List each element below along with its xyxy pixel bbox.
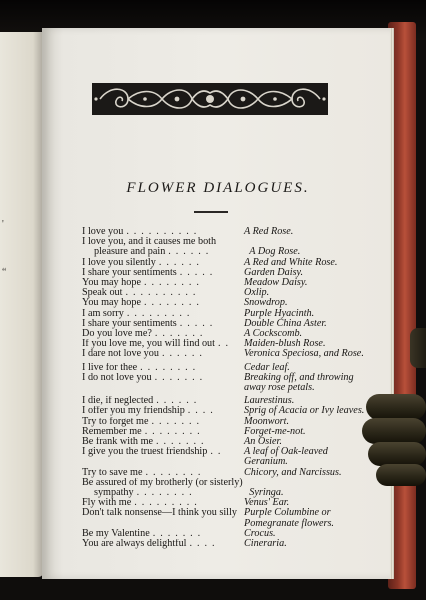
facing-page-mark: ' [2, 219, 4, 230]
entry-sentiment [82, 437, 244, 447]
flower-name: Sprig of Acacia or Ivy leaves. [244, 405, 365, 417]
facing-page-edge [0, 32, 44, 577]
dialogue-entry [82, 278, 372, 288]
leader-dots: . . . . . . [156, 396, 198, 407]
leader-dots: . . . . . . . . [136, 488, 193, 499]
entry-sentiment [82, 498, 244, 508]
title-rule [194, 211, 228, 213]
dialogue-entry [82, 427, 372, 437]
flower-name: Breaking off, and throwing away rose petals. [244, 371, 354, 394]
leader-dots: . . . . . . . . . [126, 308, 191, 319]
entry-sentiment [82, 268, 244, 278]
leader-dots: . . . . . . . . [140, 362, 197, 373]
dialogue-entry [82, 237, 372, 247]
leader-dots: . . . . . . . [152, 528, 202, 539]
leader-dots: . . . . . . . . . . [125, 288, 197, 299]
flower-name: Cedar leaf. [244, 361, 290, 373]
sentiment-text: Be assured of my brotherly (or sisterly) [82, 477, 243, 488]
leader-dots: . . . . . [179, 267, 214, 278]
sentiment-text: I live for thee [82, 362, 138, 373]
sentiment-text: I dare not love you [82, 349, 159, 360]
page-title: FLOWER DIALOGUES. [126, 180, 310, 196]
dialogue-entry [82, 373, 372, 393]
dialogue-entry [82, 417, 372, 427]
dialogue-entry [82, 227, 372, 237]
sentiment-text: I am sorry [82, 308, 124, 319]
flower-name: Garden Daisy. [244, 266, 304, 278]
sentiment-text: I offer you my friendship [82, 406, 185, 417]
sentiment-text: pleasure and pain [94, 247, 166, 258]
entry-sentiment [82, 406, 244, 416]
entry-sentiment [82, 468, 244, 478]
entry-sentiment [82, 227, 244, 237]
flower-dialogue-list [82, 227, 372, 549]
entry-sentiment [82, 288, 244, 298]
sentiment-text: sympathy [94, 488, 134, 499]
flower-name: A Cockscomb. [244, 328, 303, 340]
dialogue-entry [82, 309, 372, 319]
dialogue-entry [82, 319, 372, 329]
entry-sentiment [82, 309, 244, 319]
leader-dots: . . . . . . . . [144, 426, 201, 437]
dialogue-entry [82, 406, 372, 416]
flower-name: Moonwort. [244, 415, 289, 427]
leader-dots: . . . . [189, 539, 216, 550]
gloved-thumb [410, 328, 426, 368]
flower-name: Syringa. [249, 487, 284, 499]
dialogue-entry [82, 258, 372, 268]
leader-dots: . . . . . . [158, 257, 201, 268]
flower-name: A Red Rose. [244, 226, 294, 237]
sentiment-text: Don't talk nonsense—I think you silly [82, 508, 237, 519]
sentiment-text: I love you [82, 227, 124, 237]
flower-name: Venus' Ear. [244, 497, 290, 509]
entry-sentiment [94, 247, 249, 257]
dialogue-entry [82, 529, 372, 539]
flower-name: Forget-me-not. [244, 425, 306, 437]
entry-sentiment [82, 539, 244, 549]
sentiment-text: I love you, and it causes me both [82, 237, 217, 248]
sentiment-text: Try to save me [82, 467, 143, 478]
dialogue-entry [82, 468, 372, 478]
flower-name: Laurestinus. [244, 395, 295, 407]
sentiment-text: I share your sentiments [82, 267, 177, 278]
sentiment-text: Remember me [82, 426, 142, 437]
flower-name: A Red and White Rose. [244, 256, 338, 268]
sentiment-text: You may hope [82, 298, 141, 309]
flower-name: Purple Hyacinth. [244, 307, 315, 319]
flower-name: Cineraria. [244, 538, 287, 550]
dialogue-entry [82, 508, 372, 528]
entry-sentiment [82, 237, 372, 247]
entry-sentiment [82, 363, 244, 373]
dialogue-entry [82, 488, 372, 498]
dialogue-entry [82, 437, 372, 447]
ornament-headpiece [92, 83, 328, 115]
sentiment-text: I love you silently [82, 257, 156, 268]
dialogue-entry [82, 478, 372, 488]
flower-name: A leaf of Oak-leaved Geranium. [244, 446, 328, 468]
sentiment-text: You may hope [82, 278, 141, 289]
leader-dots: . . . . . . . . . . [126, 227, 198, 237]
facing-page-mark: “ [2, 267, 7, 278]
entry-sentiment [82, 319, 244, 329]
flower-name: Oxlip. [244, 287, 270, 299]
entry-sentiment [82, 396, 244, 406]
sentiment-text: I share your sentiments [82, 318, 177, 329]
entry-sentiment [82, 447, 244, 457]
flower-name: Snowdrop. [244, 297, 288, 309]
entry-sentiment [82, 427, 244, 437]
entry-sentiment [82, 478, 372, 488]
entry-sentiment [82, 349, 244, 359]
sentiment-text: I do not love you [82, 372, 152, 383]
flower-name: Double China Aster. [244, 317, 327, 329]
entry-sentiment [94, 488, 249, 498]
entry-sentiment [82, 529, 244, 539]
entry-sentiment [82, 258, 244, 268]
leader-dots: . . . . . . . [151, 416, 201, 427]
flower-name: A Dog Rose. [249, 246, 301, 258]
sentiment-text: I die, if neglected [82, 396, 154, 407]
entry-sentiment [82, 373, 244, 383]
leader-dots: . . . . [187, 406, 215, 417]
dialogue-entry [82, 288, 372, 298]
dialogue-entry [82, 539, 372, 549]
entry-sentiment [82, 417, 244, 427]
leader-dots: . . . . . . . . [145, 467, 202, 478]
flower-name: Maiden-blush Rose. [244, 338, 326, 350]
sentiment-text: Do you love me? [82, 329, 152, 340]
dialogue-entry [82, 447, 372, 467]
entry-sentiment [82, 508, 244, 518]
leader-dots: . . . . . . [161, 349, 204, 360]
gloved-hand [362, 392, 426, 492]
sentiment-text: I give you the truest friendship [82, 447, 208, 458]
flower-name: Meadow Daisy. [244, 277, 308, 289]
leader-dots: . . . . . . . [156, 437, 205, 448]
sentiment-text: Speak out [82, 288, 123, 299]
dialogue-entry [82, 298, 372, 308]
sentiment-text: Fly with me [82, 498, 132, 509]
leader-dots: . . . . . . . . . [134, 498, 198, 509]
flower-name: Crocus. [244, 527, 276, 539]
sentiment-text: Be frank with me [82, 437, 154, 448]
flower-name: Veronica Speciosa, and Rose. [244, 348, 364, 360]
sentiment-text: Try to forget me [82, 416, 149, 427]
entry-sentiment [82, 339, 244, 349]
sentiment-text: If you love me, you will find out [82, 339, 215, 350]
sentiment-text: You are always delightful [82, 539, 187, 550]
flower-name: An Osier. [244, 436, 282, 448]
leader-dots: . . . . . . . [154, 372, 204, 383]
leader-dots: . . [210, 447, 222, 458]
leader-dots: . . . . . . [168, 247, 210, 258]
leader-dots: . . [218, 339, 230, 350]
entry-sentiment [82, 278, 244, 288]
dialogue-entry [82, 329, 372, 339]
leader-dots: . . . . . . . . [143, 278, 201, 289]
flower-name: Purple Columbine or Pomegranate flowers. [244, 507, 334, 529]
dialogue-entry [82, 349, 372, 359]
entry-sentiment [82, 329, 244, 339]
dialogue-entry [82, 268, 372, 278]
entry-sentiment [82, 298, 244, 308]
leader-dots: . . . . . . . [154, 329, 204, 340]
sentiment-text: Be my Valentine [82, 528, 150, 539]
leader-dots: . . . . . . . . [143, 298, 201, 309]
leader-dots: . . . . . [179, 318, 214, 329]
flower-name: Chicory, and Narcissus. [244, 466, 342, 478]
